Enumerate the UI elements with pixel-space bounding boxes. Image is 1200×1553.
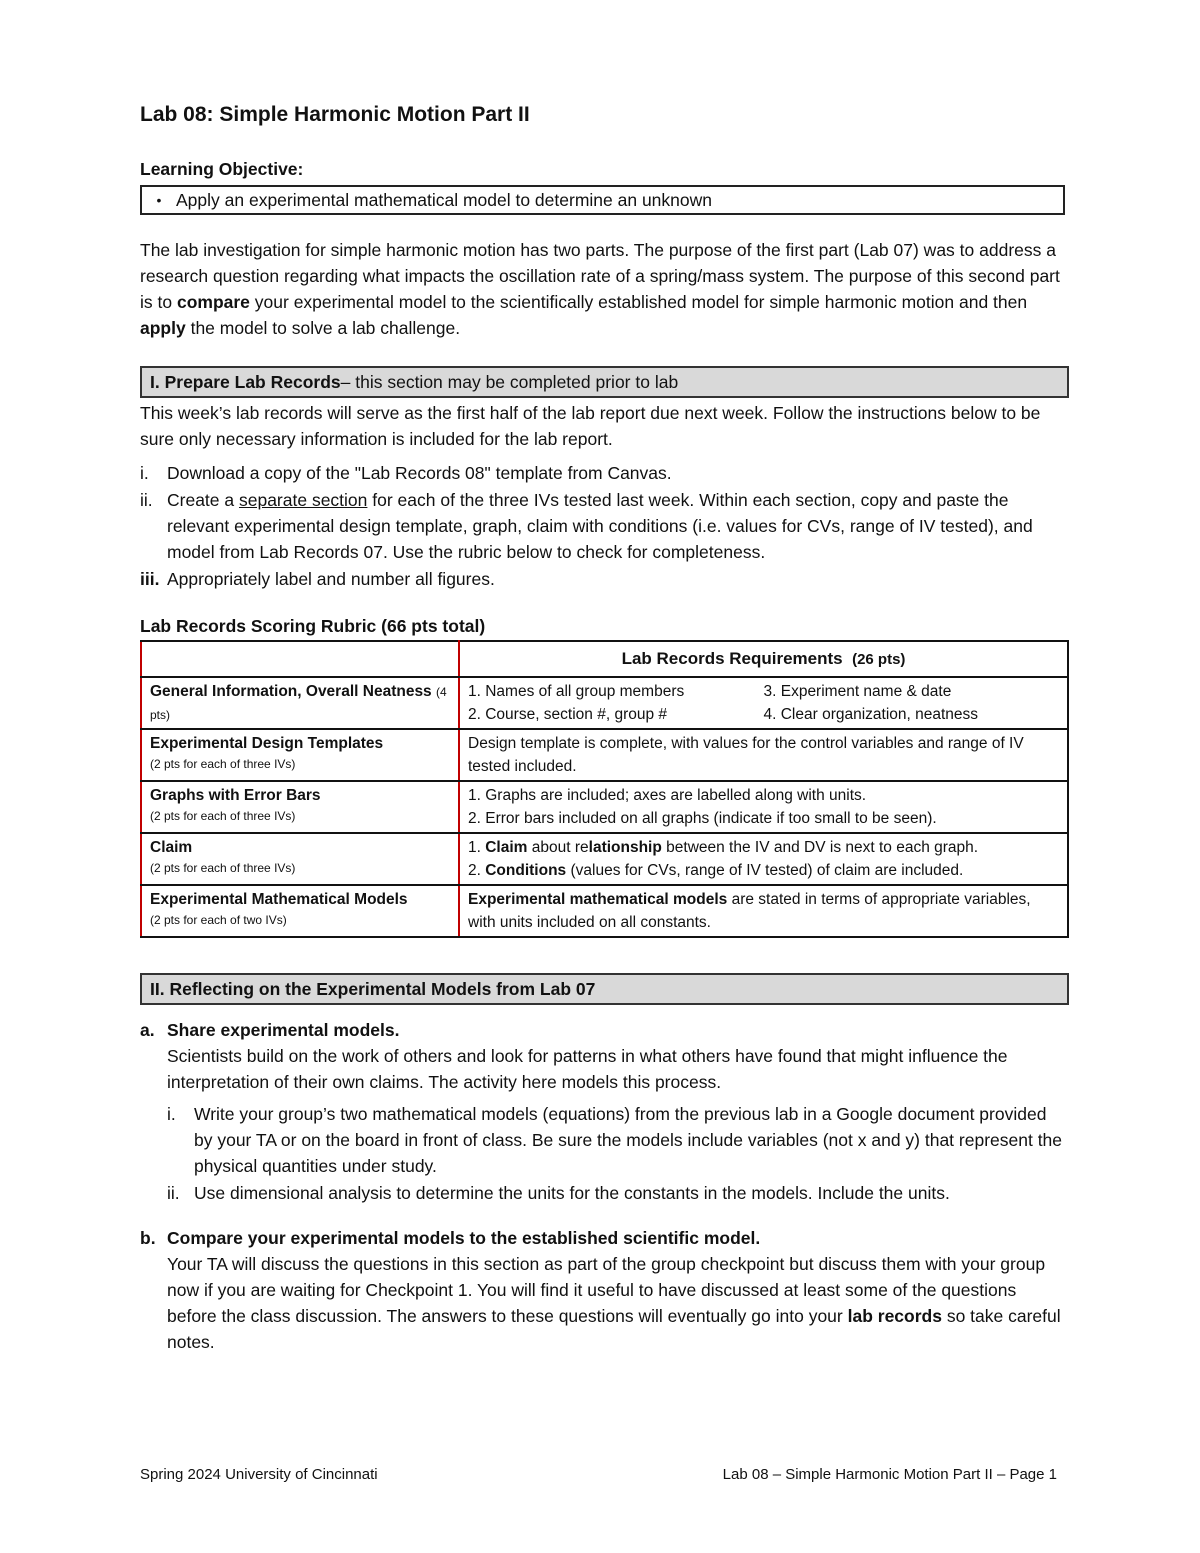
intro-text-3: the model to solve a lab challenge. <box>185 318 461 338</box>
rubric-criterion-label: Experimental Design Templates <box>150 735 384 752</box>
table-row <box>141 781 1068 833</box>
rubric-criterion <box>141 885 459 937</box>
rubric-requirement <box>459 833 1068 885</box>
subsection-b-heading <box>140 1225 1069 1251</box>
rubric-header-empty <box>141 641 459 677</box>
list-item-text <box>167 487 1069 565</box>
subsection-b-text: Your TA will discuss the questions in this section as part of the group checkpoint but discuss them with your group now if you are waiting for Checkpoint 1. You will find it useful to have discussed at least some of the questions before the class discussion. The answers to these questions will eventually go into your <box>167 1254 1046 1326</box>
page-title: Lab 08: Simple Harmonic Motion Part II <box>140 103 530 126</box>
list-item-text: Write your group’s two mathematical models (equations) from the previous lab in a Google document provided by your TA or on the board in front of class. Be sure the models include variables (not x and y) that represent the physical quantities under study. <box>194 1104 1063 1176</box>
subsection-title: Share experimental models. <box>167 1020 400 1040</box>
claim-text: about re <box>527 839 589 856</box>
rubric-criterion <box>141 781 459 833</box>
intro-text-2: your experimental model to the scientifically established model for simple harmonic motion and then <box>249 292 1028 312</box>
objective-item: Apply an experimental mathematical model to determine an unknown <box>176 190 712 210</box>
section-2-heading <box>140 973 1069 1005</box>
subsection-a-heading <box>140 1017 1069 1043</box>
section-1-heading-rest: – this section may be completed prior to lab <box>340 372 679 392</box>
table-row <box>141 729 1068 781</box>
rubric-requirement-line: 1. Graphs are included; axes are labelled along with units. <box>468 787 867 804</box>
lab-records-bold: lab records <box>847 1306 942 1326</box>
rubric-requirement: Design template is complete, with values for the control variables and range of IV tested included. <box>459 729 1068 781</box>
table-row <box>141 677 1068 729</box>
rubric-criterion-points: (2 pts for each of three IVs) <box>150 861 296 875</box>
rubric-table <box>140 640 1069 938</box>
rubric-requirement <box>459 677 1068 729</box>
subsection-a <box>140 1017 1069 1206</box>
subsection-a-body <box>140 1043 1069 1206</box>
subsection-letter: a. <box>140 1020 155 1040</box>
subsection-b-paragraph <box>140 1251 1069 1355</box>
section-1-paragraph: This week’s lab records will serve as the first half of the lab report due next week. Follow the instructions below to be sure only necessary information is included for the lab report. <box>140 403 1041 449</box>
subsection-b-text-end: so take careful notes. <box>167 1306 1061 1352</box>
intro-text-1: The lab investigation for simple harmonic motion has two parts. The purpose of the first part (Lab 07) was to address a research question regarding what impacts the oscillation rate of a spring/mass system. The purpose of this second part is to <box>140 240 1060 312</box>
list-item-text: Appropriately label and number all figures. <box>167 569 495 589</box>
objective-box <box>140 185 1065 215</box>
list-item-number: iii. <box>140 569 160 589</box>
rubric-criterion-label: Experimental Mathematical Models <box>150 891 408 908</box>
list-item-text-pre: Create a <box>167 490 239 510</box>
rubric-criterion-points: (4 pts) <box>150 685 447 722</box>
list-item <box>140 487 1069 565</box>
rubric-title: Lab Records Scoring Rubric (66 pts total) <box>140 616 486 636</box>
objective-heading: Learning Objective: <box>140 159 304 179</box>
list-item <box>140 566 1069 592</box>
list-item-text: Use dimensional analysis to determine the units for the constants in the models. Include the units. <box>194 1183 950 1203</box>
rubric-header-points: (26 pts) <box>852 651 906 668</box>
claim-line-number: 1. <box>468 839 486 856</box>
rubric-requirement-line: 2. Error bars included on all graphs (indicate if too small to be seen). <box>468 810 937 827</box>
rubric-requirement-line: 1. Names of all group members <box>468 683 685 700</box>
rubric-criterion <box>141 729 459 781</box>
list-item-text: Download a copy of the "Lab Records 08" template from Canvas. <box>167 463 672 483</box>
rubric-criterion <box>141 833 459 885</box>
rubric-criterion-points: (2 pts for each of three IVs) <box>150 757 296 771</box>
rubric-requirement <box>459 781 1068 833</box>
section-1-heading <box>140 366 1069 398</box>
rubric-requirement-line <box>468 836 1059 859</box>
rubric-criterion-points: (2 pts for each of two IVs) <box>150 913 287 927</box>
conditions-line-number: 2. <box>468 862 486 879</box>
rubric-requirement <box>459 885 1068 937</box>
subsection-a-list <box>167 1101 1069 1206</box>
rubric-header-label: Lab Records Requirements <box>621 649 843 668</box>
intro-bold-compare: compare <box>176 292 250 312</box>
list-item-number: ii. <box>167 1183 180 1203</box>
rubric-requirement-line: 3. Experiment name & date <box>763 683 952 700</box>
list-item <box>140 460 1069 486</box>
section-1-heading-bold: I. Prepare Lab Records <box>150 372 341 392</box>
section-1-list <box>140 460 1069 592</box>
rubric-criterion-points: (2 pts for each of three IVs) <box>150 809 296 823</box>
models-bold: Experimental mathematical models <box>468 891 728 908</box>
rubric-criterion-label: Graphs with Error Bars <box>150 787 321 804</box>
footer-left: Spring 2024 University of Cincinnati <box>140 1466 378 1483</box>
bullet-icon: • <box>156 192 162 208</box>
subsection-a-paragraph: Scientists build on the work of others and look for patterns in what others have found that might influence the interpretation of their own claims. The activity here models this process. <box>167 1046 1008 1092</box>
rubric-criterion-label: General Information, Overall Neatness <box>150 683 432 700</box>
list-item-text-post: for each of the three IVs tested last week. Within each section, copy and paste the relevant experimental design template, graph, claim with conditions (i.e. values for CVs, range of IV tested), and model from Lab Records 07. Use the rubric below to check for completeness. <box>167 490 1033 562</box>
rubric-criterion <box>141 677 459 729</box>
subsection-b <box>140 1225 1069 1355</box>
footer-right: Lab 08 – Simple Harmonic Motion Part II – Page 1 <box>722 1466 1057 1483</box>
table-row <box>141 641 1068 677</box>
relationship-bold: lationship <box>588 839 662 856</box>
list-item-number: i. <box>167 1104 176 1124</box>
section-2-heading-text: II. Reflecting on the Experimental Models from Lab 07 <box>150 979 596 999</box>
rubric-criterion-label: Claim <box>150 839 193 856</box>
claim-text-rest: between the IV and DV is next to each graph. <box>661 839 979 856</box>
rubric-header-requirements <box>459 641 1068 677</box>
claim-bold: Claim <box>485 839 528 856</box>
rubric-requirement-line: 2. Course, section #, group # <box>468 706 668 723</box>
list-item-number: ii. <box>140 490 153 510</box>
rubric-requirement-line <box>468 859 1059 882</box>
conditions-bold: Conditions <box>485 862 567 879</box>
underlined-separate-section: separate section <box>238 490 368 510</box>
list-item <box>167 1101 1069 1179</box>
table-row <box>141 885 1068 937</box>
models-text: are stated in terms of appropriate variables, with units included on all constants. <box>468 891 1031 931</box>
intro-paragraph <box>140 237 1069 341</box>
intro-bold-apply: apply <box>140 318 186 338</box>
table-row <box>141 833 1068 885</box>
list-item-number: i. <box>140 463 149 483</box>
subsection-title: Compare your experimental models to the established scientific model. <box>167 1228 761 1248</box>
conditions-text: (values for CVs, range of IV tested) of claim are included. <box>566 862 964 879</box>
rubric-requirement-line: 4. Clear organization, neatness <box>763 706 979 723</box>
list-item <box>167 1180 1069 1206</box>
subsection-letter: b. <box>140 1228 156 1248</box>
